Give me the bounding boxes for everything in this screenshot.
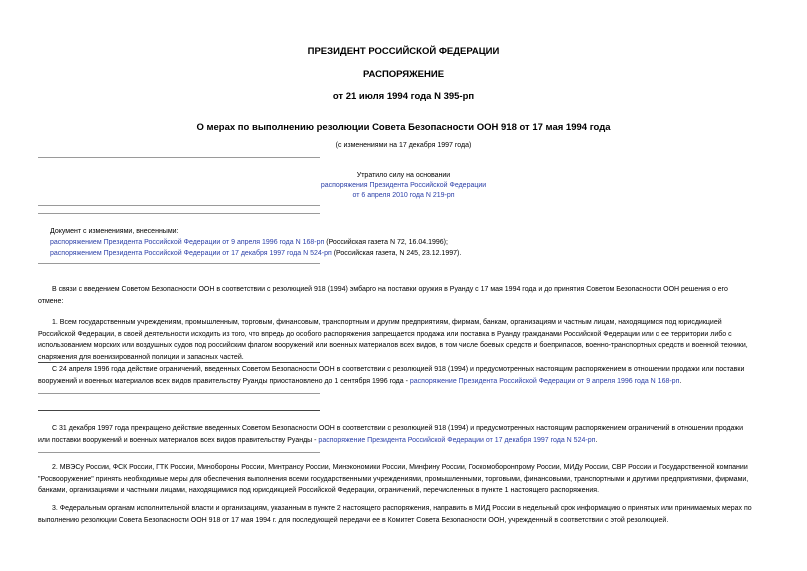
- expired-note: [0, 171, 807, 201]
- changes-intro: Документ с изменениями, внесенными:: [50, 228, 179, 235]
- order-1997-link[interactable]: распоряжение Президента Российской Федерации от 17 декабря 1997 года N 524-рп: [318, 436, 596, 444]
- change-order-1996-link[interactable]: распоряжением Президента Российской Федерации от 9 апреля 1996 года N 168-рп: [50, 239, 325, 246]
- divider: [38, 157, 320, 158]
- document-type: РАСПОРЯЖЕНИЕ: [362, 69, 445, 80]
- change-order-1997-link[interactable]: распоряжением Президента Российской Федерации от 17 декабря 1997 года N 524-рп: [50, 250, 332, 257]
- amendments-note: (с изменениями на 17 декабря 1997 года): [335, 142, 472, 149]
- termination-1997-paragraph: С 31 декабря 1997 года прекращено действие введенных Советом Безопасности ООН в соответствии с резолюцией 918 (1994) и предусмотренных настоящим распоряжением ограничений в отношении продажи или поставки вооружений и военных материалов всех видов правительству Руанды - распоряжение Президента Российской Федерации от 17 декабря 1997 года N 524-рп.: [38, 425, 744, 444]
- divider: [38, 213, 320, 214]
- divider: [38, 452, 320, 453]
- item-1-paragraph: 1. Всем государственным учреждениям, промышленным, торговым, финансовым, транспортным и другим предприятиям, фирмам, банкам, организациям и частным лицам, находящимся под юрисдикцией Российской Федерации, в своей деятельности исходить из того, что впредь до особого распоряжения запрещается продажа или поставка в Руанду гражданами Российской Федерации или с ее территории либо с использованием морских или воздушных судов под российским флагом вооружений или военных материалов всех видов, в том числе боевых средств и боеприпасов, военно-транспортных средств и военной техники, снаряжения для военизированной полиции и запасных частей.: [38, 319, 748, 361]
- item-3-paragraph: 3. Федеральным органам исполнительной власти и организациям, указанным в пункте 2 настоящего распоряжения, направить в МИД России в недельный срок информацию о принятых или принимаемых мерах по выполнению резолюции Совета Безопасности ООН 918 от 17 мая 1994 г. для последующей передачи ее в Комитет Совета Безопасности ООН, учрежденный в соответствии с этой резолюцией.: [38, 505, 752, 524]
- order-1996-link[interactable]: распоряжение Президента Российской Федерации от 9 апреля 1996 года N 168-рп: [409, 377, 680, 385]
- divider: [38, 393, 320, 394]
- changes-block: [50, 226, 461, 259]
- suspension-1996-paragraph: С 24 апреля 1996 года действие ограничений, введенных Советом Безопасности ООН в соответствии с резолюцией 918 (1994) и предусмотренных настоящим распоряжением в отношении продажи или поставки вооружений и военных материалов всех видов правительству Руанды приостановлено до 1 сентября 1996 года - распоряжение Президента Российской Федерации от 9 апреля 1996 года N 168-рп.: [38, 366, 745, 385]
- item-2-paragraph: 2. МВЭСу России, ФСК России, ГТК России, Минобороны России, Минтрансу России, Минэкономики России, Минфину России, Госкомоборонпрому России, МИДу России, СВР России и Государственной компании "Росвооружение" принять необходимые меры для обеспечения выполнения всеми государственными учреждениями, промышленными, торговыми, финансовыми, транспортными и другими предприятиями, фирмами, банками, организациями и частными лицами, находящимися под юрисдикцией Российской Федерации, ограничений, перечисленных в пункте 1 настоящего распоряжения.: [38, 464, 749, 494]
- document-date-number: от 21 июля 1994 года N 395-рп: [332, 91, 475, 102]
- expired-order-link[interactable]: распоряжения Президента Российской Федерации: [320, 182, 487, 189]
- divider: [38, 410, 320, 411]
- document-title: О мерах по выполнению резолюции Совета Безопасности ООН 918 от 17 мая 1994 года: [196, 122, 611, 133]
- expired-line: Утратило силу на основании: [356, 172, 451, 179]
- divider: [38, 263, 320, 264]
- divider: [38, 205, 320, 206]
- divider: [38, 362, 320, 363]
- change-order-1997-source: (Российская газета, N 245, 23.12.1997).: [331, 250, 462, 257]
- expired-order-date-link[interactable]: от 6 апреля 2010 года N 219-рп: [352, 192, 455, 199]
- preamble-paragraph: В связи с введением Советом Безопасности ООН в соответствии с резолюцией 918 (1994) эмбарго на поставки оружия в Руанду с 17 мая 1994 года и до принятия Советом Безопасности ООН решения о его отмене:: [38, 286, 728, 305]
- change-order-1996-source: (Российская газета N 72, 16.04.1996);: [324, 239, 448, 246]
- president-heading: ПРЕЗИДЕНТ РОССИЙСКОЙ ФЕДЕРАЦИИ: [307, 46, 500, 57]
